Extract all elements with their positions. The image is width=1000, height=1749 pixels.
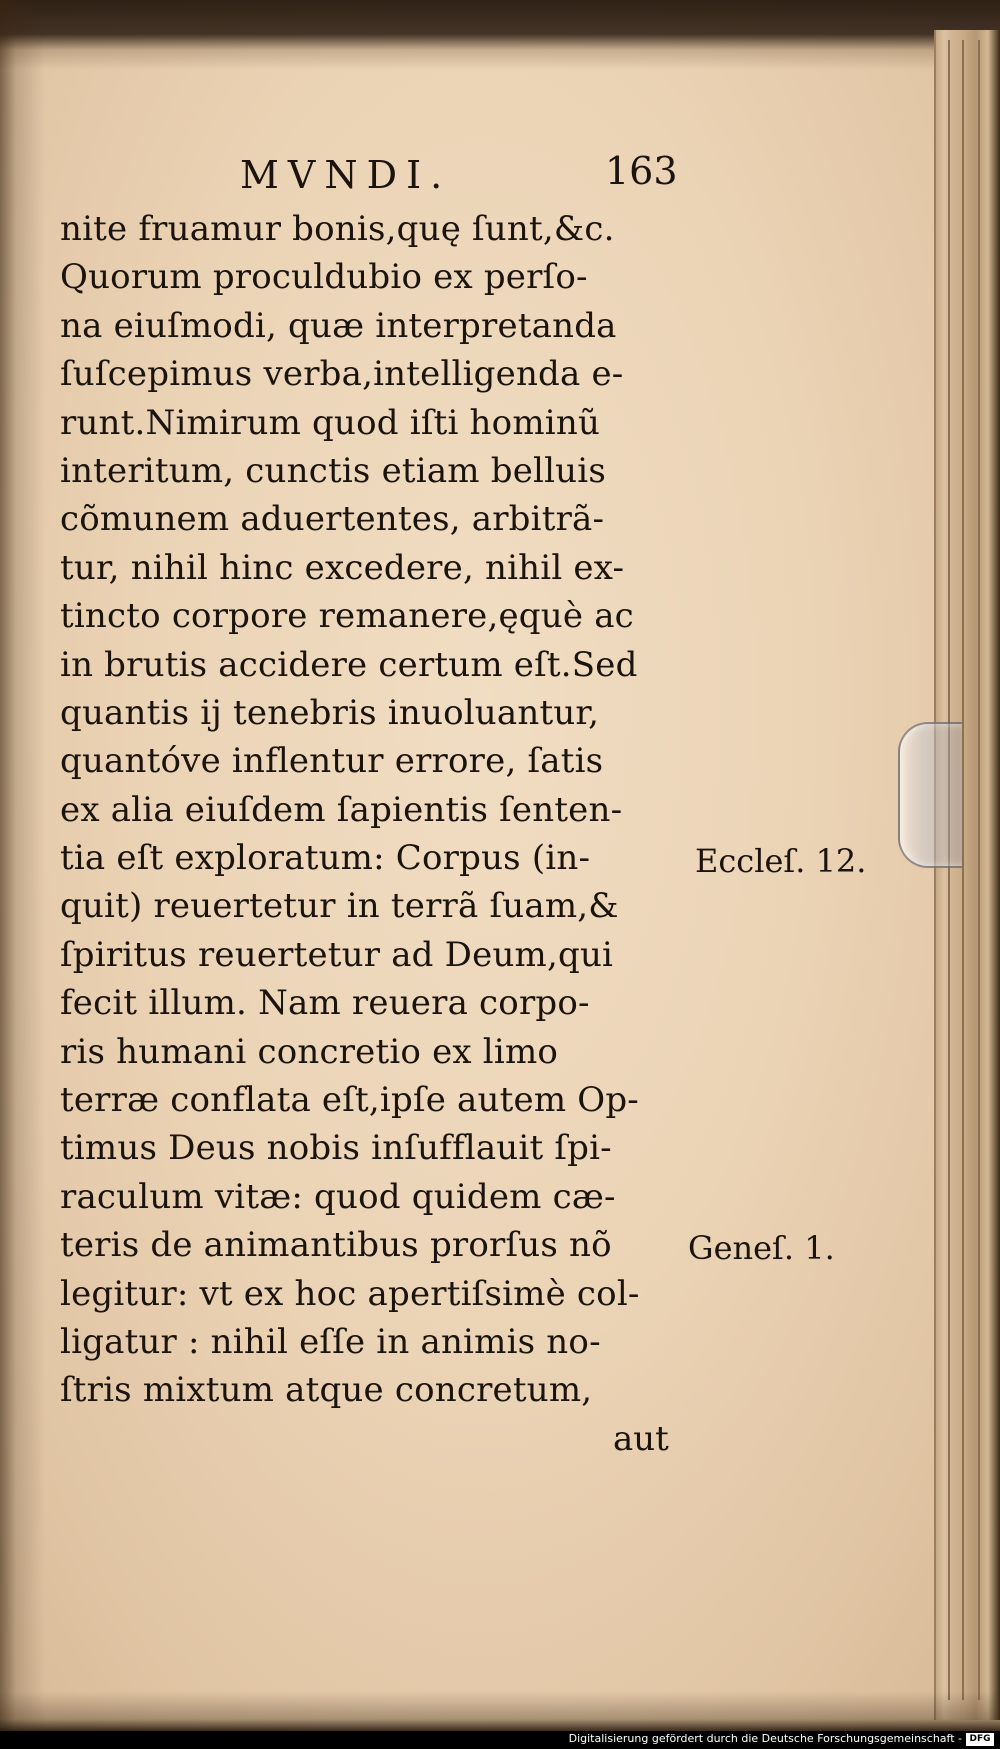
bottom-shadow bbox=[0, 1691, 1000, 1731]
margin-note-ecclesiastes: Eccleſ. 12. bbox=[695, 842, 867, 880]
text-line: ligatur : nihil eſſe in animis no- bbox=[60, 1321, 601, 1362]
text-line: quit) reuertetur in terrã ſuam,& bbox=[60, 886, 619, 927]
text-line: ris humani concretio ex limo bbox=[60, 1031, 559, 1072]
text-line: nite fruamur bonis,quę ſunt,&c. bbox=[60, 209, 615, 249]
text-line: quantóve inflentur errore, ſatis bbox=[60, 741, 604, 782]
text-line: ſtris mixtum atque concretum, bbox=[60, 1370, 593, 1411]
text-line: tia eſt exploratum: Corpus (in- bbox=[60, 838, 591, 879]
catchword-row bbox=[60, 1415, 700, 1465]
page-number: 163 bbox=[605, 149, 678, 193]
text-line: legitur: vt ex hoc apertiſsimè col- bbox=[60, 1273, 640, 1314]
funding-credit: Digitalisierung gefördert durch die Deutsche Forschungsgemeinschaft - bbox=[568, 1732, 962, 1745]
text-line: ſuſcepimus verba,intelligenda e- bbox=[60, 354, 624, 395]
page-edge-line bbox=[948, 40, 950, 1700]
text-line: ſpiritus reuertetur ad Deum,qui bbox=[60, 934, 614, 975]
text-line: terræ conflata eſt,ipſe autem Op- bbox=[60, 1080, 639, 1121]
running-head: MVNDI. bbox=[240, 153, 452, 197]
dfg-logo: DFG bbox=[966, 1733, 994, 1746]
text-line: cõmunem aduertentes, arbitrã- bbox=[60, 499, 605, 540]
text-line: runt.Nimirum quod iſti hominũ bbox=[60, 402, 601, 443]
catchword: aut bbox=[613, 1418, 669, 1459]
page-edge-line bbox=[962, 40, 964, 1700]
page-edge-line bbox=[978, 40, 980, 1700]
text-line: tur, nihil hinc excedere, nihil ex- bbox=[60, 547, 625, 588]
page-clip bbox=[898, 722, 962, 868]
text-line: na eiuſmodi, quæ interpretanda bbox=[60, 305, 617, 346]
digitization-footer bbox=[0, 1731, 1000, 1749]
margin-note-genesis: Geneſ. 1. bbox=[688, 1229, 835, 1267]
text-line: teris de animantibus prorſus nõ bbox=[60, 1225, 612, 1266]
text-line: ex alia eiuſdem ſapientis ſenten- bbox=[60, 789, 623, 830]
text-line: quantis ij tenebris inuoluantur, bbox=[60, 692, 600, 733]
text-line: interitum, cunctis etiam belluis bbox=[60, 450, 607, 491]
text-line: Quorum proculdubio ex perſo- bbox=[60, 257, 588, 298]
text-line: timus Deus nobis inſufflauit ſpi- bbox=[60, 1128, 612, 1169]
text-line: tincto corpore remanere,ęquè ac bbox=[60, 596, 634, 637]
text-line: in brutis accidere certum eſt.Sed bbox=[60, 644, 638, 685]
page-header bbox=[60, 145, 700, 205]
main-text-block bbox=[60, 145, 700, 1465]
page-fore-edge bbox=[934, 30, 1000, 1720]
text-line: raculum vitæ: quod quidem cæ- bbox=[60, 1176, 616, 1217]
text-line: fecit illum. Nam reuera corpo- bbox=[60, 983, 590, 1024]
